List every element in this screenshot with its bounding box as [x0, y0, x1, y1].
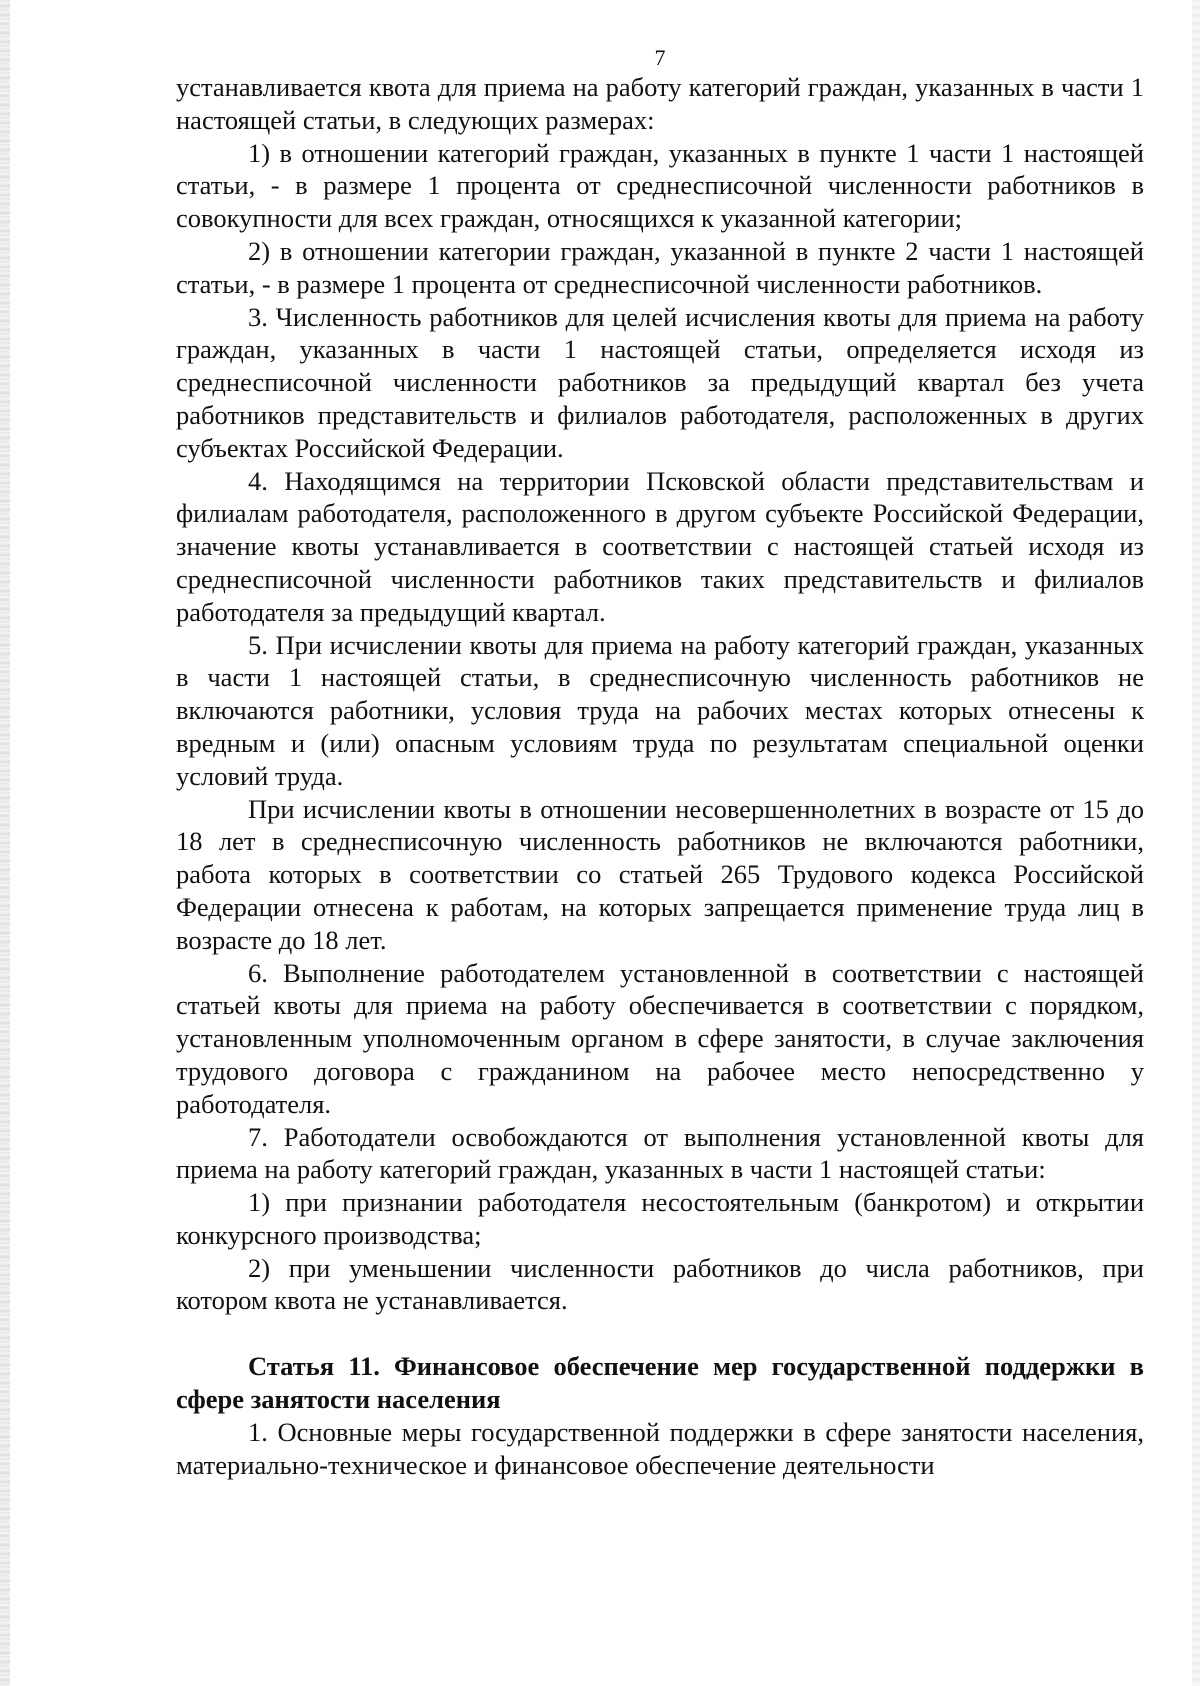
paragraph-part-7-item-2: 2) при уменьшении численности работников до числа работников, при котором квота не устанавливается.	[176, 1252, 1144, 1316]
paragraph-quota-item-1: 1) в отношении категорий граждан, указанных в пункте 1 части 1 настоящей статьи, - в размере 1 процента от среднесписочной численности работников в совокупности для всех граждан, относящихся к указанной категории;	[176, 137, 1144, 234]
paragraph-part-5-minors: При исчислении квоты в отношении несовершеннолетних в возрасте от 15 до 18 лет в среднесписочную численность работников не включаются работники, работа которых в соответствии со статьей 265 Трудового кодекса Российской Федерации отнесена к работам, на которых запрещается применение труда лиц в возрасте до 18 лет.	[176, 793, 1144, 955]
paragraph-part-6: 6. Выполнение работодателем установленной в соответствии с настоящей статьей квоты для приема на работу обеспечивается в соответствии с порядком, установленным уполномоченным органом в сфере занятости, в случае заключения трудового договора с гражданином на рабочее место непосредственно у работодателя.	[176, 957, 1144, 1119]
paragraph-part-5: 5. При исчислении квоты для приема на работу категорий граждан, указанных в части 1 настоящей статьи, в среднесписочную численность работников не включаются работники, условия труда на рабочих местах которых отнесены к вредным и (или) опасным условиям труда по результатам специальной оценки условий труда.	[176, 629, 1144, 791]
paragraph-article-11-part-1: 1. Основные меры государственной поддержки в сфере занятости населения, материально-техническое и финансовое обеспечение деятельности	[176, 1416, 1144, 1480]
paragraph-quota-intro: устанавливается квота для приема на работу категорий граждан, указанных в части 1 настоящей статьи, в следующих размерах:	[176, 72, 1144, 135]
article-11-heading: Статья 11. Финансовое обеспечение мер государственной поддержки в сфере занятости населения	[176, 1351, 1144, 1415]
paragraph-part-7: 7. Работодатели освобождаются от выполнения установленной квоты для приема на работу категорий граждан, указанных в части 1 настоящей статьи:	[176, 1121, 1144, 1185]
paragraph-part-7-item-1: 1) при признании работодателя несостоятельным (банкротом) и открытии конкурсного производства;	[176, 1187, 1144, 1250]
section-spacer	[176, 1317, 1144, 1350]
paragraph-part-3: 3. Численность работников для целей исчисления квоты для приема на работу граждан, указанных в части 1 настоящей статьи, определяется исходя из среднесписочной численности работников за предыдущий квартал без учета работников представительств и филиалов работодателя, расположенных в других субъектах Российской Федерации.	[176, 301, 1144, 463]
paragraph-quota-item-2: 2) в отношении категории граждан, указанной в пункте 2 части 1 настоящей статьи, - в размере 1 процента от среднесписочной численности работников.	[176, 235, 1144, 299]
page-number: 7	[654, 45, 666, 70]
scan-left-edge	[0, 0, 10, 1686]
scan-right-edge	[1192, 0, 1200, 1686]
document-body	[176, 71, 1144, 1481]
paragraph-part-4: 4. Находящимся на территории Псковской области представительствам и филиалам работодателя, расположенного в другом субъекте Российской Федерации, значение квоты устанавливается в соответствии с настоящей статьей исходя из среднесписочной численности работников таких представительств и филиалов работодателя за предыдущий квартал.	[176, 465, 1144, 627]
